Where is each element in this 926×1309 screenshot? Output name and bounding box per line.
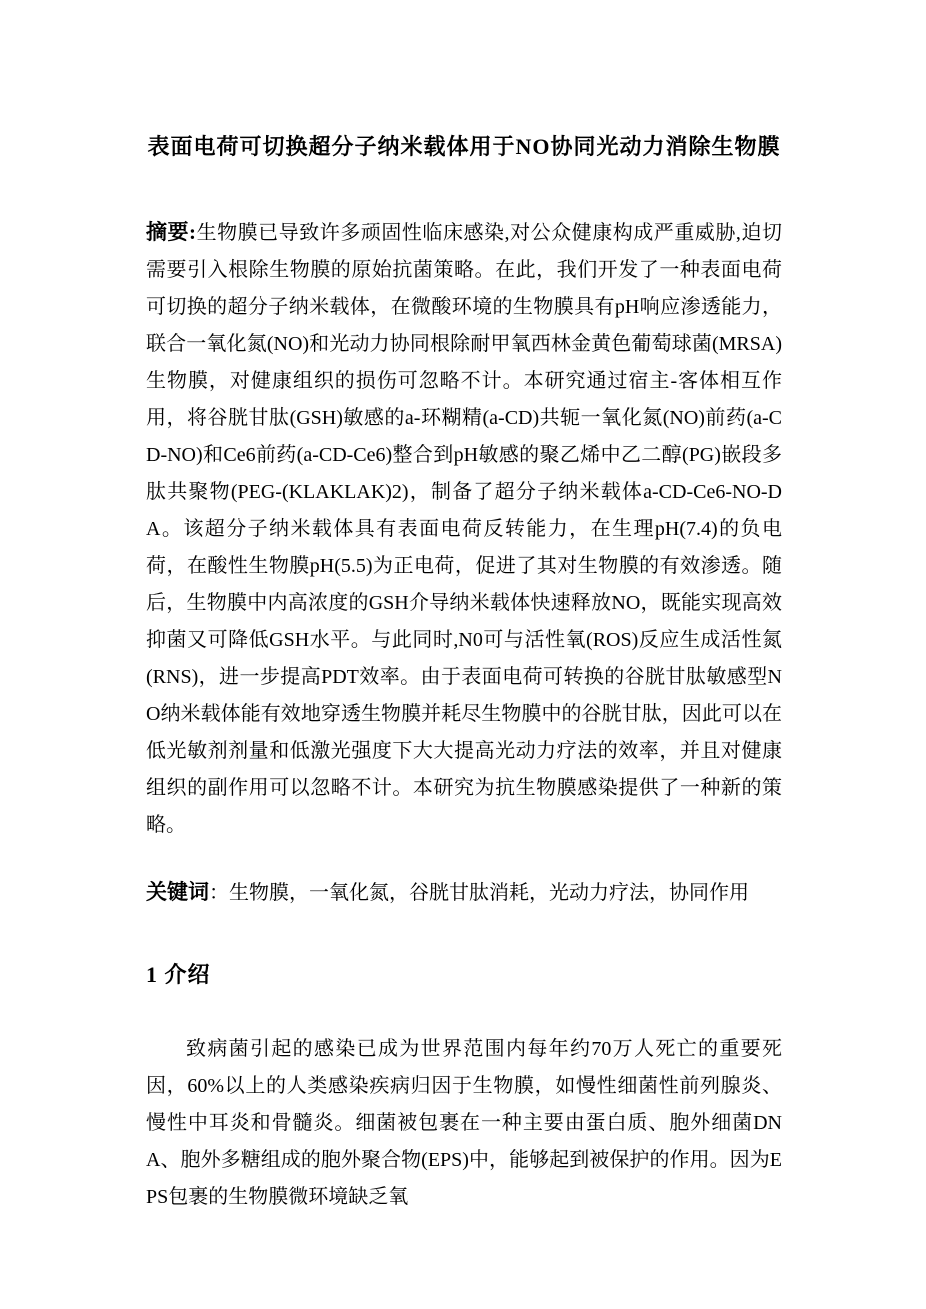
keywords-text: 生物膜，一氧化氮，谷胱甘肽消耗，光动力疗法，协同作用	[229, 882, 749, 904]
keywords-label: 关键词	[146, 880, 209, 904]
abstract-paragraph	[146, 214, 782, 844]
keywords-line	[146, 874, 782, 912]
paper-title: 表面电荷可切换超分子纳米载体用于NO协同光动力消除生物膜	[147, 134, 781, 159]
abstract-label: 摘要:	[146, 220, 197, 244]
keywords-separator: ：	[209, 882, 229, 904]
abstract-text: 生物膜已导致许多顽固性临床感染,对公众健康构成严重威胁,迫切需要引入根除生物膜的原始抗菌策略。在此，我们开发了一种表面电荷可切换的超分子纳米载体，在微酸环境的生物膜具有pH响应渗透能力，联合一氧化氮(NO)和光动力协同根除耐甲氧西林金黄色葡萄球菌(MRSA)生物膜，对健康组织的损伤可忽略不计。本研究通过宿主-客体相互作用，将谷胱甘肽(GSH)敏感的a-环糊精(a-CD)共轭一氧化氮(NO)前药(a-CD-NO)和Ce6前药(a-CD-Ce6)整合到pH敏感的聚乙烯中乙二醇(PG)嵌段多肽共聚物(PEG-(KLAKLAK)2)，制备了超分子纳米载体a-CD-Ce6-NO-DA。该超分子纳米载体具有表面电荷反转能力，在生理pH(7.4)的负电荷，在酸性生物膜pH(5.5)为正电荷，促进了其对生物膜的有效渗透。随后，生物膜中内高浓度的GSH介导纳米载体快速释放NO，既能实现高效抑菌又可降低GSH水平。与此同时,N0可与活性氧(ROS)反应生成活性氮(RNS)，进一步提高PDT效率。由于表面电荷可转换的谷胱甘肽敏感型NO纳米载体能有效地穿透生物膜并耗尽生物膜中的谷胱甘肽，因此可以在低光敏剂剂量和低激光强度下大大提高光动力疗法的效率，并且对健康组织的副作用可以忽略不计。本研究为抗生物膜感染提供了一种新的策略。	[146, 222, 782, 836]
section-1-heading: 1 介绍	[146, 962, 211, 987]
intro-paragraph: 致病菌引起的感染已成为世界范围内每年约70万人死亡的重要死因，60%以上的人类感染疾病归因于生物膜，如慢性细菌性前列腺炎、慢性中耳炎和骨髓炎。细菌被包裹在一种主要由蛋白质、胞外细菌DNA、胞外多糖组成的胞外聚合物(EPS)中，能够起到被保护的作用。因为EPS包裹的生物膜微环境缺乏氧	[146, 1038, 782, 1208]
